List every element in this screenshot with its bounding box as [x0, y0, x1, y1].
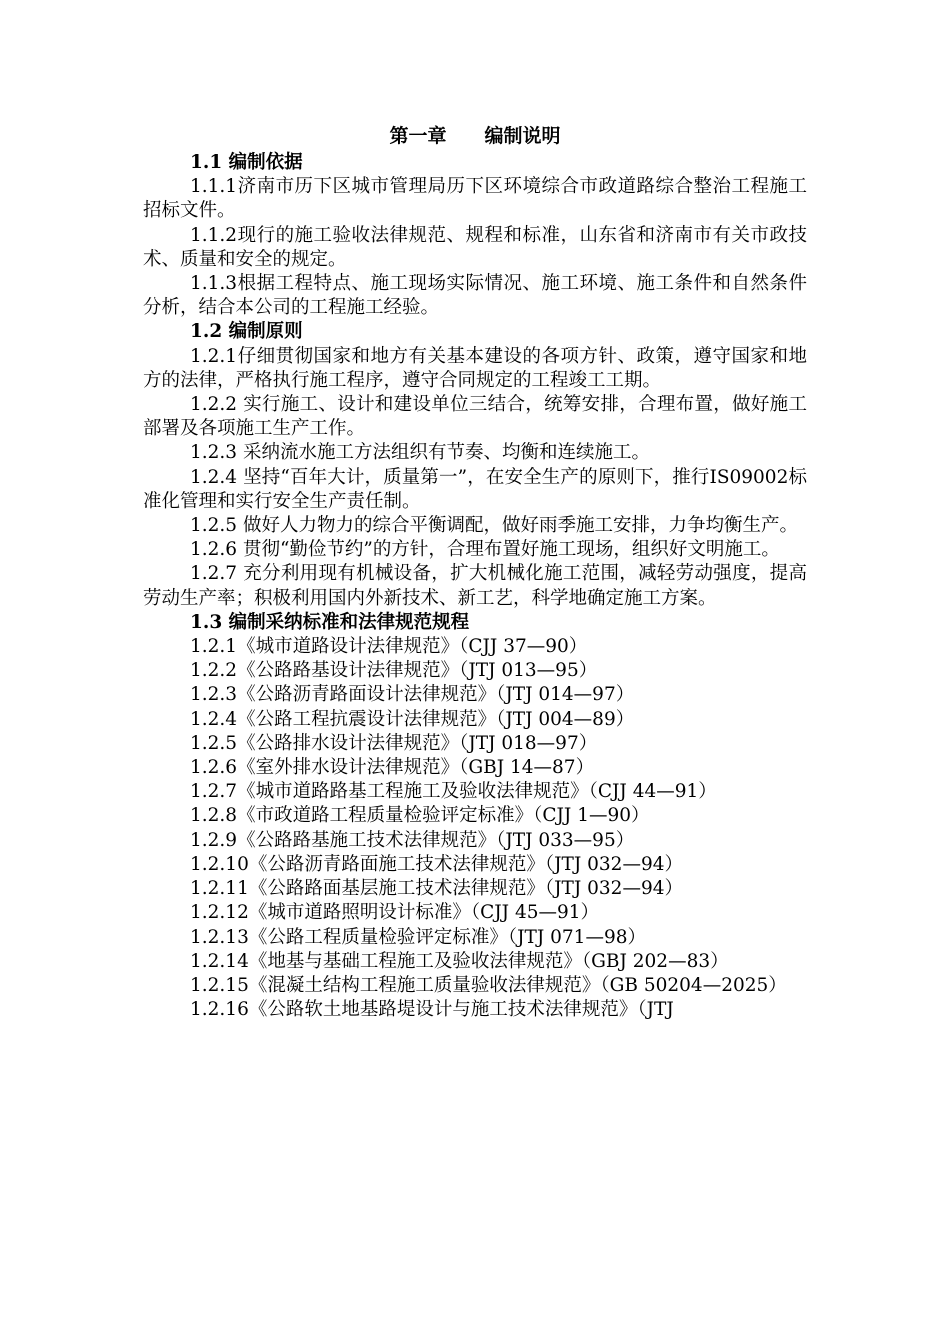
paragraph: 1.1.1济南市历下区城市管理局历下区环境综合市政道路综合整治工程施工招标文件。 [143, 176, 807, 222]
paragraph: 1.2.3 采纳流水施工方法组织有节奏、均衡和连续施工。 [190, 442, 650, 464]
reference-item: 1.2.1《城市道路设计法律规范》（CJJ 37—90） [190, 636, 588, 658]
reference-item: 1.2.15《混凝土结构工程施工质量验收法律规范》（GB 50204—2025） [190, 974, 787, 996]
paragraph: 1.2.6 贯彻“勤俭节约”的方针，合理布置好施工现场，组织好文明施工。 [190, 539, 780, 561]
reference-item: 1.2.11《公路路面基层施工技术法律规范》（JTJ 032—94） [190, 878, 683, 900]
reference-item: 1.2.6《室外排水设计法律规范》（GBJ 14—87） [190, 757, 595, 779]
reference-item: 1.2.4《公路工程抗震设计法律规范》（JTJ 004—89） [190, 708, 635, 730]
reference-item: 1.2.3《公路沥青路面设计法律规范》（JTJ 014—97） [190, 684, 635, 706]
reference-item: 1.2.14《地基与基础工程施工及验收法律规范》（GBJ 202—83） [190, 950, 729, 972]
reference-item: 1.2.9《公路路基施工技术法律规范》（JTJ 033—95） [190, 829, 635, 851]
document-page [143, 121, 807, 1022]
section-heading: 1.1 编制依据 [190, 152, 303, 173]
chapter-title: 第一章 编制说明 [389, 125, 561, 147]
section-heading: 1.2 编制原则 [190, 321, 303, 343]
reference-item: 1.2.8《市政道路工程质量检验评定标准》（CJJ 1—90） [190, 805, 650, 827]
reference-item: 1.2.12《城市道路照明设计标准》（CJJ 45—91） [190, 902, 600, 924]
paragraph: 1.1.2现行的施工验收法律规范、规程和标准，山东省和济南市有关市政技术、质量和安全的规定。 [143, 224, 807, 270]
reference-item: 1.2.13《公路工程质量检验评定标准》（JTJ 071—98） [190, 926, 646, 948]
paragraph: 1.2.5 做好人力物力的综合平衡调配，做好雨季施工安排，力争均衡生产。 [190, 515, 798, 537]
paragraph: 1.2.4 坚持“百年大计，质量第一”，在安全生产的原则下，推行IS09002标准化管理和实行安全生产责任制。 [143, 466, 807, 512]
reference-item: 1.2.7《城市道路路基工程施工及验收法律规范》（CJJ 44—91） [190, 781, 717, 803]
reference-item: 1.2.16《公路软土地基路堤设计与施工技术法律规范》（JTJ [190, 999, 674, 1021]
paragraph: 1.2.7 充分利用现有机械设备，扩大机械化施工范围，减轻劳动强度，提高劳动生产率；积极利用国内外新技术、新工艺，科学地确定施工方案。 [143, 563, 807, 609]
section-heading: 1.3 编制采纳标准和法律规范规程 [190, 611, 470, 633]
paragraph: 1.2.1仔细贯彻国家和地方有关基本建设的各项方针、政策，遵守国家和地方的法律，严格执行施工程序，遵守合同规定的工程竣工工期。 [143, 345, 807, 391]
reference-item: 1.2.5《公路排水设计法律规范》（JTJ 018—97） [190, 732, 598, 754]
reference-item: 1.2.10《公路沥青路面施工技术法律规范》（JTJ 032—94） [190, 853, 683, 875]
reference-item: 1.2.2《公路路基设计法律规范》（JTJ 013—95） [190, 660, 598, 682]
paragraph: 1.1.3根据工程特点、施工现场实际情况、施工环境、施工条件和自然条件分析，结合本公司的工程施工经验。 [143, 273, 807, 319]
paragraph: 1.2.2 实行施工、设计和建设单位三结合，统筹安排，合理布置，做好施工部署及各项施工生产工作。 [143, 394, 807, 440]
